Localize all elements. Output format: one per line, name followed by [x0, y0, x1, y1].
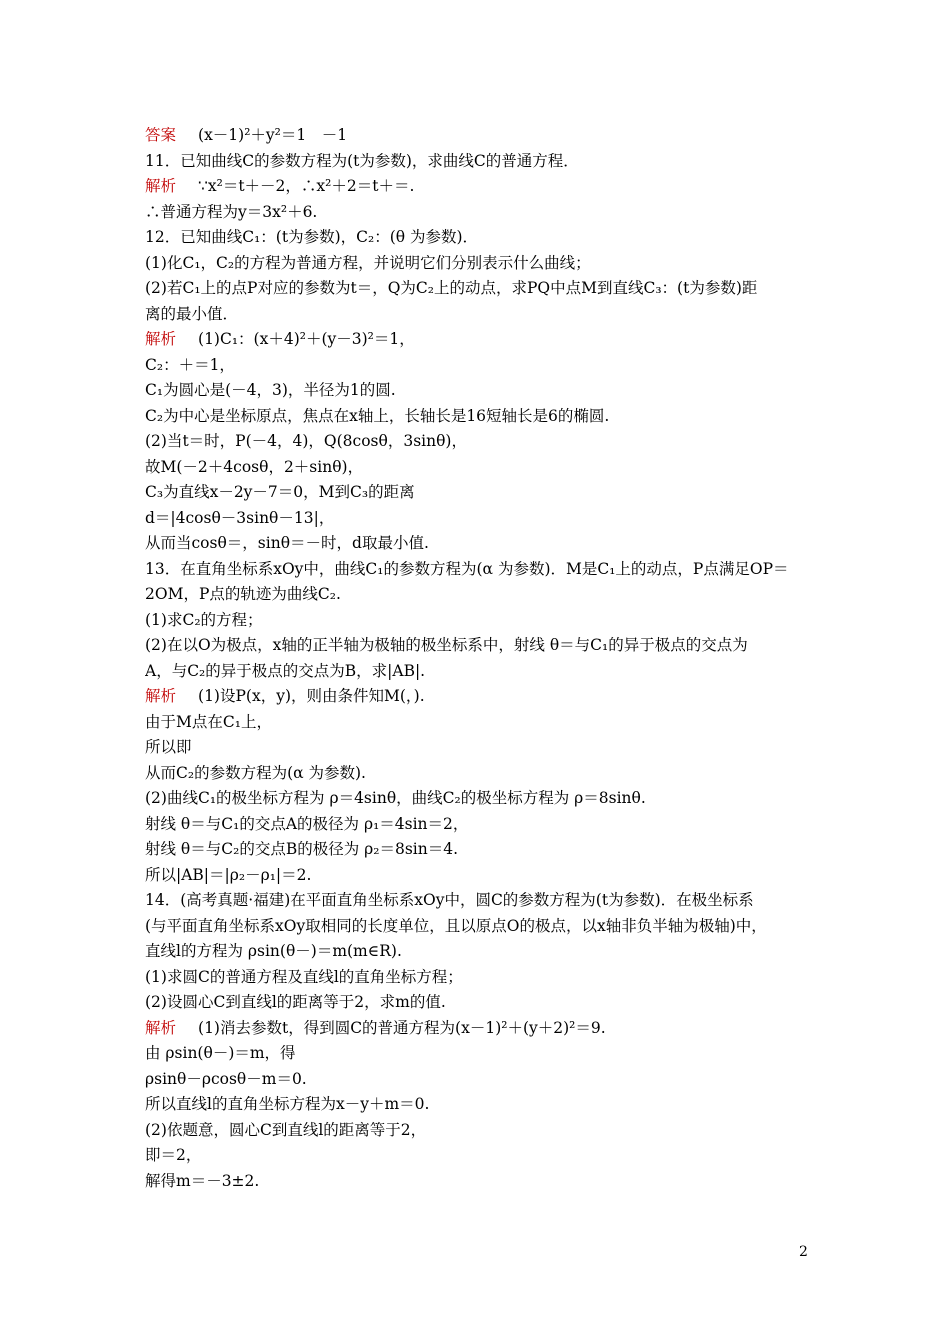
text-line — [145, 531, 815, 557]
text-line — [145, 1041, 815, 1067]
line-text: C₃为直线x－2y－7＝0，M到C₃的距离 — [145, 483, 415, 501]
text-line — [145, 735, 815, 761]
text-line — [145, 404, 815, 430]
text-line — [145, 965, 815, 991]
line-text: 直线l的方程为 ρsin(θ－)＝m(m∈R). — [145, 942, 402, 960]
line-text: 所以|AB|＝|ρ₂－ρ₁|＝2. — [145, 865, 312, 884]
line-text: 14．(高考真题·福建)在平面直角坐标系xOy中，圆C的参数方程为(t为参数)．在极坐标系 — [145, 891, 754, 909]
line-text: 由 ρsin(θ－)＝m，得 — [145, 1044, 296, 1062]
line-text: (2)曲线C₁的极坐标方程为 ρ＝4sinθ，曲线C₂的极坐标方程为 ρ＝8sinθ. — [145, 789, 646, 807]
text-line — [145, 276, 815, 302]
line-text: (2)设圆心C到直线l的距离等于2，求m的值. — [145, 993, 446, 1011]
line-text: (1)求圆C的普通方程及直线l的直角坐标方程； — [145, 967, 463, 986]
text-line — [145, 863, 815, 889]
line-text: (1)消去参数t，得到圆C的普通方程为(x－1)²＋(y＋2)²＝9. — [198, 1018, 606, 1037]
text-line — [145, 429, 815, 455]
line-text: C₂为中心是坐标原点，焦点在x轴上，长轴长是16短轴长是6的椭圆. — [145, 406, 610, 425]
line-text: 12．已知曲线C₁：(t为参数)，C₂：(θ 为参数)． — [145, 228, 479, 246]
section-tag: 解析 — [145, 177, 177, 195]
line-text: 所以直线l的直角坐标方程为x－y＋m＝0. — [145, 1095, 430, 1113]
line-text: 所以即 — [145, 738, 192, 756]
text-line — [145, 1016, 815, 1042]
section-tag: 解析 — [145, 687, 177, 705]
line-text: (x－1)²＋y²＝1 －1 — [198, 126, 348, 144]
document-body — [145, 123, 815, 1194]
text-line — [145, 455, 815, 481]
text-line — [145, 327, 815, 353]
line-text: 2OM，P点的轨迹为曲线C₂. — [145, 585, 341, 603]
text-line — [145, 990, 815, 1016]
line-text: 射线 θ＝与C₂的交点B的极径为 ρ₂＝8sin＝4. — [145, 840, 459, 858]
line-text: 故M(－2＋4cosθ，2＋sinθ)， — [145, 457, 364, 476]
line-text: C₂：＋＝1， — [145, 355, 235, 374]
text-line — [145, 914, 815, 940]
text-line — [145, 1092, 815, 1118]
line-text: ∴普通方程为y＝3x²＋6. — [145, 202, 318, 221]
text-line — [145, 633, 815, 659]
line-text: 13．在直角坐标系xOy中，曲线C₁的参数方程为(α 为参数)．M是C₁上的动点，P点满足OP＝ — [145, 559, 789, 578]
text-line — [145, 761, 815, 787]
line-text: 从而当cosθ＝，sinθ＝－时，d取最小值. — [145, 534, 429, 552]
line-text: 由于M点在C₁上， — [145, 712, 272, 731]
text-line — [145, 939, 815, 965]
text-line — [145, 1143, 815, 1169]
text-line — [145, 557, 815, 583]
line-text: (1)设P(x，y)，则由条件知M(，). — [198, 687, 425, 705]
text-line — [145, 837, 815, 863]
text-line — [145, 659, 815, 685]
line-text: 11．已知曲线C的参数方程为(t为参数)，求曲线C的普通方程． — [145, 151, 579, 170]
line-text: 离的最小值． — [145, 304, 239, 323]
text-line — [145, 786, 815, 812]
text-line — [145, 123, 815, 149]
text-line — [145, 353, 815, 379]
text-line — [145, 506, 815, 532]
text-line — [145, 812, 815, 838]
text-line — [145, 1067, 815, 1093]
line-text: (2)在以O为极点，x轴的正半轴为极轴的极坐标系中，射线 θ＝与C₁的异于极点的交点为 — [145, 636, 748, 654]
line-text: C₁为圆心是(－4，3)，半径为1的圆. — [145, 381, 396, 399]
line-text: A，与C₂的异于极点的交点为B，求|AB|. — [145, 661, 426, 680]
text-line — [145, 1118, 815, 1144]
line-text: 射线 θ＝与C₁的交点A的极径为 ρ₁＝4sin＝2， — [145, 814, 469, 833]
line-text: (2)若C₁上的点P对应的参数为t＝，Q为C₂上的动点，求PQ中点M到直线C₃：(t为参数)距 — [145, 279, 758, 297]
text-line — [145, 480, 815, 506]
line-text: 即＝2， — [145, 1146, 202, 1164]
line-text: 从而C₂的参数方程为(α 为参数). — [145, 763, 366, 782]
text-line — [145, 174, 815, 200]
line-text: (1)求C₂的方程； — [145, 610, 263, 629]
section-tag: 解析 — [145, 1018, 177, 1037]
line-text: ∵x²＝t＋－2，∴x²＋2＝t＋＝. — [198, 177, 415, 195]
text-line — [145, 582, 815, 608]
text-line — [145, 200, 815, 226]
line-text: d＝|4cosθ－3sinθ－13|， — [145, 508, 335, 527]
section-tag: 答案 — [145, 126, 177, 144]
line-text: (2)依题意，圆心C到直线l的距离等于2， — [145, 1120, 427, 1139]
text-line — [145, 608, 815, 634]
text-line — [145, 1169, 815, 1195]
section-tag: 解析 — [145, 330, 177, 348]
line-text: (1)化C₁，C₂的方程为普通方程，并说明它们分别表示什么曲线； — [145, 253, 591, 272]
text-line — [145, 888, 815, 914]
line-text: 解得m＝－3±2. — [145, 1171, 260, 1190]
text-line — [145, 710, 815, 736]
text-line — [145, 302, 815, 328]
text-line — [145, 149, 815, 175]
text-line — [145, 225, 815, 251]
text-line — [145, 684, 815, 710]
text-line — [145, 378, 815, 404]
text-line — [145, 251, 815, 277]
line-text: ρsinθ－ρcosθ－m＝0. — [145, 1069, 307, 1088]
line-text: (与平面直角坐标系xOy取相同的长度单位，且以原点O的极点，以x轴非负半轴为极轴)中， — [145, 916, 767, 935]
line-text: (1)C₁：(x＋4)²＋(y－3)²＝1， — [198, 330, 415, 348]
page-number: 2 — [799, 1244, 808, 1260]
line-text: (2)当t＝时，P(－4，4)，Q(8cosθ，3sinθ)， — [145, 432, 467, 450]
